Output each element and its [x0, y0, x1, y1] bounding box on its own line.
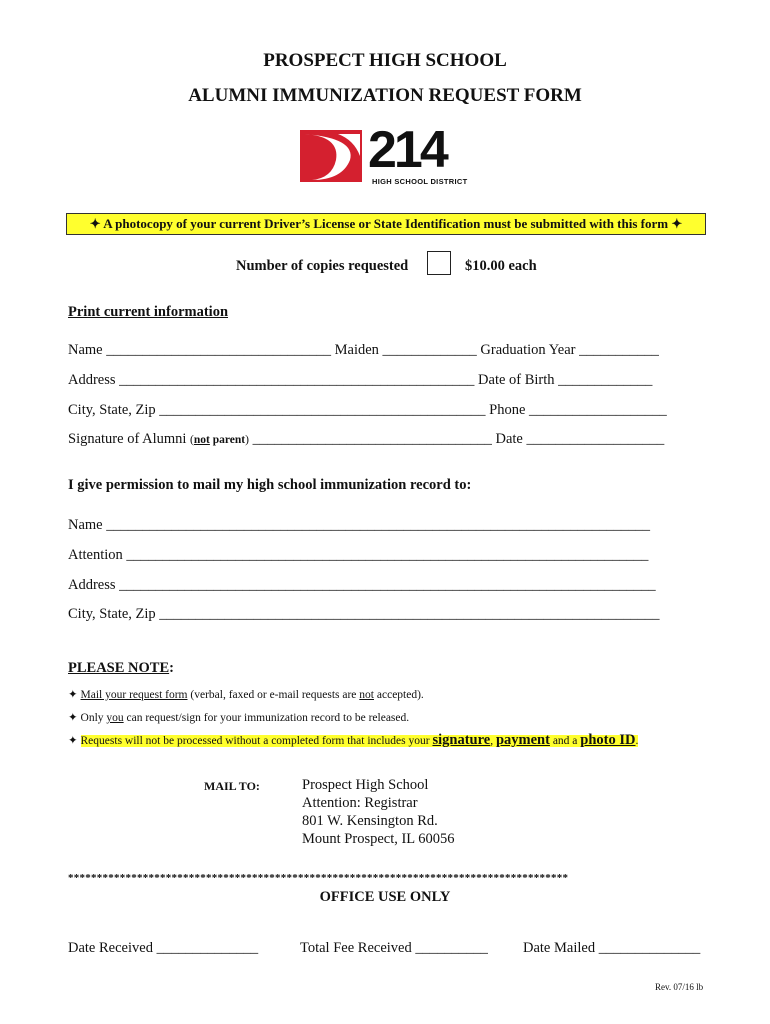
mail-address-field[interactable]: __________________________________________________________________________ — [119, 577, 656, 593]
date-label: Date — [495, 431, 523, 447]
mail-to-line-3: 801 W. Kensington Rd. — [302, 813, 438, 829]
date-mailed-field[interactable]: ______________ — [598, 940, 701, 956]
maiden-field[interactable]: _____________ — [382, 342, 477, 358]
signature-label: Signature of Alumni — [68, 431, 187, 447]
dob-label: Date of Birth — [478, 372, 555, 388]
city-label: City, State, Zip — [68, 402, 156, 418]
star-icon: ✦ — [89, 216, 101, 231]
date-received-label: Date Received — [68, 940, 153, 956]
district-logo — [298, 121, 486, 186]
phone-field[interactable]: ___________________ — [529, 402, 667, 418]
mail-name-label: Name — [68, 517, 103, 533]
copies-label: Number of copies requested — [236, 258, 409, 274]
mail-name-field[interactable]: ___________________________________________________________________________ — [106, 517, 650, 533]
name-label: Name — [68, 342, 103, 358]
current-info-heading: Print current information — [68, 304, 229, 320]
mail-attention-label: Attention — [68, 547, 123, 563]
total-fee-row — [300, 940, 488, 957]
date-field[interactable]: ___________________ — [526, 431, 665, 447]
address-row — [68, 372, 652, 389]
permission-heading: I give permission to mail my high school immunization record to: — [68, 477, 472, 493]
copies-price: $10.00 each — [465, 258, 537, 274]
copies-input-box[interactable] — [427, 251, 451, 275]
signature-row — [68, 431, 664, 448]
mail-to-line-1: Prospect High School — [302, 777, 429, 793]
banner-text: A photocopy of your current Driver’s License or State Identification must be submitted with this form — [103, 216, 669, 231]
signature-field[interactable]: _________________________________ — [252, 431, 492, 447]
mail-attention-row — [68, 547, 648, 564]
phone-label: Phone — [489, 402, 526, 418]
form-title: ALUMNI IMMUNIZATION REQUEST FORM — [188, 85, 582, 106]
total-fee-field[interactable]: __________ — [415, 940, 488, 956]
mail-attention-field[interactable]: ________________________________________________________________________ — [126, 547, 649, 563]
logo-caption: HIGH SCHOOL DISTRICT — [372, 177, 468, 186]
mail-request-link: Mail your request form — [80, 689, 188, 701]
revision-note: Rev. 07/16 lb — [655, 982, 704, 992]
mail-city-row — [68, 606, 660, 623]
grad-year-field[interactable]: ___________ — [579, 342, 659, 358]
office-divider: *************************************************************************************** — [68, 872, 569, 884]
mail-to-label: MAIL TO: — [204, 779, 260, 793]
address-field[interactable]: _________________________________________________ — [119, 372, 475, 388]
logo-number: 214 — [368, 121, 446, 179]
date-received-field[interactable]: ______________ — [156, 940, 259, 956]
school-title: PROSPECT HIGH SCHOOL — [263, 50, 507, 71]
grad-year-label: Graduation Year — [480, 342, 576, 358]
mail-city-label: City, State, Zip — [68, 606, 156, 622]
city-field[interactable]: _____________________________________________ — [159, 402, 486, 418]
dob-field[interactable]: _____________ — [558, 372, 653, 388]
address-label: Address — [68, 372, 116, 388]
mail-to-line-4: Mount Prospect, IL 60056 — [302, 831, 455, 847]
star-icon: ✦ — [68, 712, 78, 724]
note-item-3 — [68, 732, 638, 749]
name-field[interactable]: _______________________________ — [106, 342, 331, 358]
city-row — [68, 402, 667, 419]
star-icon: ✦ — [68, 735, 78, 747]
date-mailed-row — [523, 940, 700, 957]
office-heading: OFFICE USE ONLY — [319, 889, 451, 905]
total-fee-label: Total Fee Received — [300, 940, 412, 956]
maiden-label: Maiden — [334, 342, 379, 358]
date-mailed-label: Date Mailed — [523, 940, 596, 956]
note-item-1: ✦ Mail your request form (verbal, faxed or e-mail requests are not accepted). — [68, 689, 424, 701]
date-received-row — [68, 940, 258, 957]
note-item-3-text: Requests will not be processed without a completed form that includes your signature, payment and a photo ID. — [80, 732, 639, 748]
star-icon: ✦ — [671, 216, 683, 231]
id-requirement-banner — [66, 213, 706, 235]
name-row — [68, 342, 659, 359]
mail-city-field[interactable]: _____________________________________________________________________ — [159, 606, 660, 622]
mail-to-line-2: Attention: Registrar — [302, 795, 418, 811]
mail-name-row — [68, 517, 650, 534]
note-heading: PLEASE NOTE: — [68, 660, 174, 676]
mail-address-label: Address — [68, 577, 116, 593]
signature-note: (not parent) — [190, 434, 249, 446]
star-icon: ✦ — [68, 689, 78, 701]
note-item-2: ✦ Only you can request/sign for your immunization record to be released. — [68, 712, 410, 724]
mail-address-row — [68, 577, 656, 594]
